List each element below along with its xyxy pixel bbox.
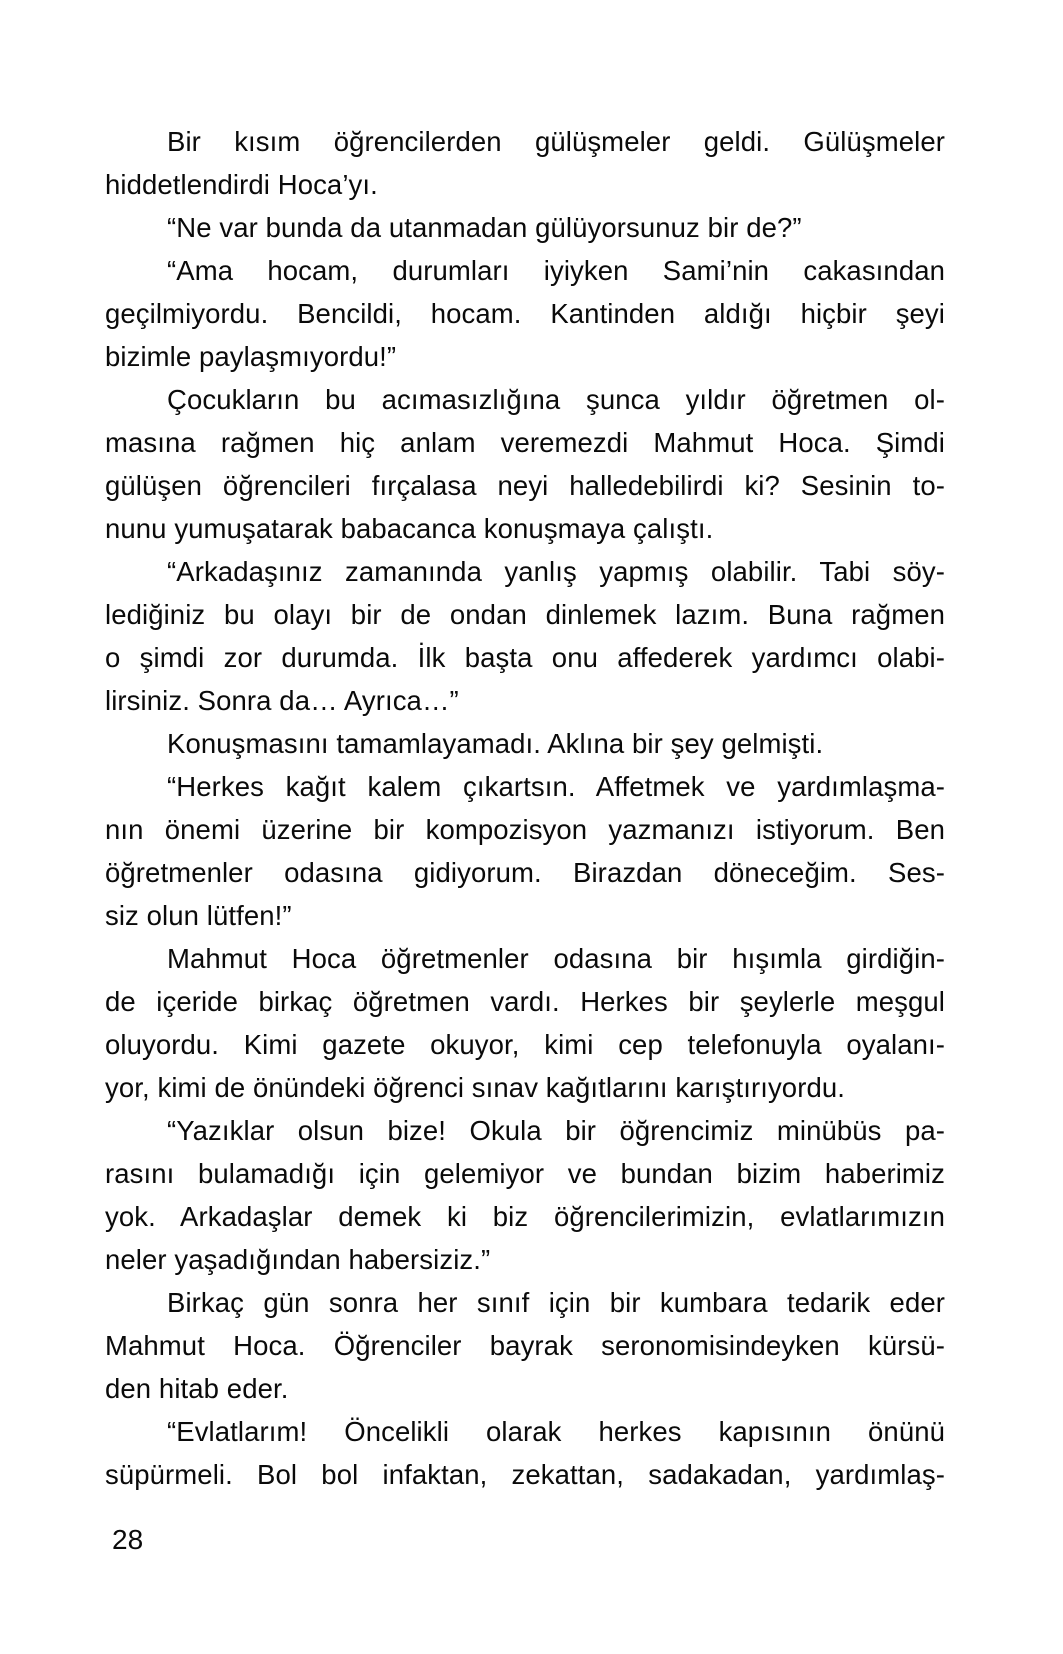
text-line: den hitab eder. [105,1373,289,1404]
text-line: nunu yumuşatarak babacanca konuşmaya çalıştı. [105,513,714,544]
text-line: Birkaç gün sonra her sınıf için bir kumbara tedarik eder [167,1287,945,1318]
page-number: 28 [112,1524,144,1555]
text-line: de içeride birkaç öğretmen vardı. Herkes bir şeylerle meşgul [105,986,945,1017]
text-line: “Yazıklar olsun bize! Okula bir öğrencimiz minübüs pa- [167,1115,945,1146]
text-line: nın önemi üzerine bir kompozisyon yazmanızı istiyorum. Ben [105,814,945,845]
text-line: yor, kimi de önündeki öğrenci sınav kağıtlarını karıştırıyordu. [105,1072,845,1103]
text-line: “Ama hocam, durumları iyiyken Sami’nin cakasından [167,255,945,286]
text-line: “Evlatlarım! Öncelikli olarak herkes kapısının önünü [167,1416,945,1447]
text-line: “Herkes kağıt kalem çıkartsın. Affetmek ve yardımlaşma- [167,771,945,802]
text-line: öğretmenler odasına gidiyorum. Birazdan döneceğim. Ses- [105,857,945,888]
text-line: geçilmiyordu. Bencildi, hocam. Kantinden aldığı hiçbir şeyi [105,298,945,329]
text-line: gülüşen öğrencileri fırçalasa neyi halledebilirdi ki? Sesinin to- [105,470,945,501]
text-line: neler yaşadığından habersiziz.” [105,1244,491,1275]
text-line: süpürmeli. Bol bol infaktan, zekattan, sadakadan, yardımlaş- [105,1459,945,1490]
text-line: lediğiniz bu olayı bir de ondan dinlemek lazım. Buna rağmen [105,599,945,630]
text-line: rasını bulamadığı için gelemiyor ve bundan bizim haberimiz [105,1158,945,1189]
text-line: siz olun lütfen!” [105,900,292,931]
text-line: Mahmut Hoca öğretmenler odasına bir hışımla girdiğin- [167,943,945,974]
body-text [105,120,945,1496]
text-line: lirsiniz. Sonra da… Ayrıca…” [105,685,459,716]
text-line: Bir kısım öğrencilerden gülüşmeler geldi. Gülüşmeler [167,126,945,157]
text-line: masına rağmen hiç anlam veremezdi Mahmut Hoca. Şimdi [105,427,945,458]
text-line: yok. Arkadaşlar demek ki biz öğrencilerimizin, evlatlarımızın [105,1201,945,1232]
text-line: oluyordu. Kimi gazete okuyor, kimi cep telefonuyla oyalanı- [105,1029,945,1060]
text-line: hiddetlendirdi Hoca’yı. [105,169,378,200]
text-line: “Arkadaşınız zamanında yanlış yapmış olabilir. Tabi söy- [167,556,945,587]
text-line: “Ne var bunda da utanmadan gülüyorsunuz bir de?” [167,212,802,243]
text-line: Mahmut Hoca. Öğrenciler bayrak seronomisindeyken kürsü- [105,1330,945,1361]
text-line: bizimle paylaşmıyordu!” [105,341,397,372]
text-line: Konuşmasını tamamlayamadı. Aklına bir şey gelmişti. [167,728,824,759]
text-line: Çocukların bu acımasızlığına şunca yıldır öğretmen ol- [167,384,945,415]
text-line: o şimdi zor durumda. İlk başta onu affederek yardımcı olabi- [105,642,945,673]
